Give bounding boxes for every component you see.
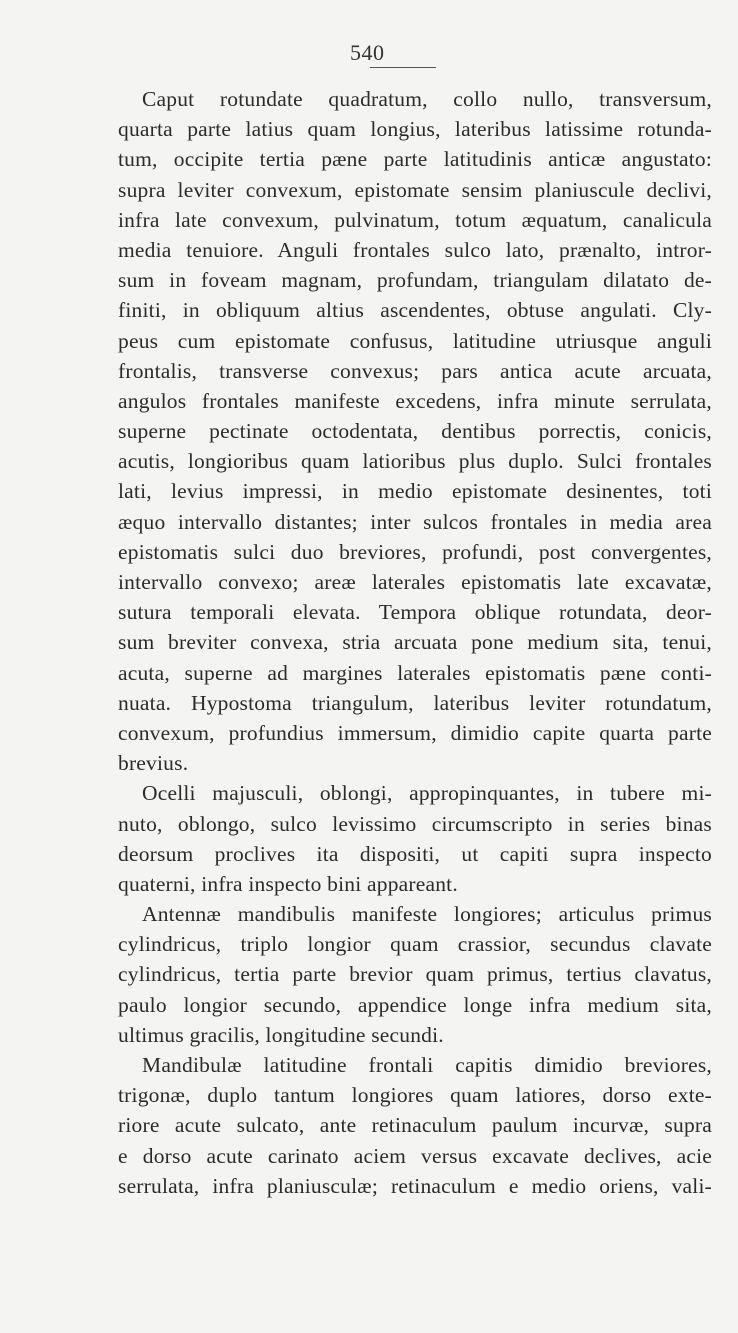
text-line: media tenuiore. Anguli frontales sulco lato, prænalto, intror- <box>118 237 712 262</box>
text-line: serrulata, infra planiusculæ; retinaculum e medio oriens, vali- <box>118 1173 712 1198</box>
text-line: tum, occipite tertia pæne parte latitudinis anticæ angustato: <box>118 147 712 172</box>
text-line: æquo intervallo distantes; inter sulcos frontales in media area <box>118 509 712 534</box>
text-line: acutis, longioribus quam latioribus plus duplo. Sulci frontales <box>118 449 712 474</box>
text-line: epistomatis sulci duo breviores, profundi, post convergentes, <box>118 539 712 564</box>
text-line: frontalis, transverse convexus; pars antica acute arcuata, <box>118 358 712 383</box>
text-line: nuto, oblongo, sulco levissimo circumscripto in series binas <box>118 811 712 836</box>
text-line: convexum, profundius immersum, dimidio capite quarta parte <box>118 720 712 745</box>
paragraph-ocelli <box>118 778 712 899</box>
text-line: Caput rotundate quadratum, collo nullo, transversum, <box>142 87 712 111</box>
text-line: infra late convexum, pulvinatum, totum æquatum, canalicula <box>118 207 712 232</box>
text-line: riore acute sulcato, ante retinaculum paulum incurvæ, supra <box>118 1113 712 1138</box>
text-line: sutura temporali elevata. Tempora oblique rotundata, deor- <box>118 600 712 625</box>
paragraph-antennae <box>118 899 712 1050</box>
text-line: peus cum epistomate confusus, latitudine utriusque anguli <box>118 328 712 353</box>
text-line: paulo longior secundo, appendice longe infra medium sita, <box>118 992 712 1017</box>
text-line: lati, levius impressi, in medio epistomate desinentes, toti <box>118 479 712 504</box>
text-line: brevius. <box>118 751 189 776</box>
text-line: sum breviter convexa, stria arcuata pone medium sita, tenui, <box>118 630 712 655</box>
paragraph-mandibulae <box>118 1050 712 1201</box>
text-line: supra leviter convexum, epistomate sensim planiuscule declivi, <box>118 177 712 202</box>
text-line: nuata. Hypostoma triangulum, lateribus leviter rotundatum, <box>118 690 712 715</box>
text-line: quarta parte latius quam longius, lateribus latissime rotunda- <box>118 117 712 142</box>
text-line: ultimus gracilis, longitudine secundi. <box>118 1022 444 1047</box>
page-number: 540 <box>350 40 385 65</box>
text-line: cylindricus, triplo longior quam crassior, secundus clavate <box>118 932 712 957</box>
text-line: finiti, in obliquum altius ascendentes, obtuse angulati. Cly- <box>118 298 712 323</box>
text-line: Mandibulæ latitudine frontali capitis dimidio breviores, <box>142 1053 712 1077</box>
text-line: cylindricus, tertia parte brevior quam primus, tertius clavatus, <box>118 962 712 987</box>
text-line: acuta, superne ad margines laterales epistomatis pæne conti- <box>118 660 712 685</box>
text-line: deorsum proclives ita dispositi, ut capiti supra inspecto <box>118 841 712 866</box>
text-line: sum in foveam magnam, profundam, triangulam dilatato de- <box>118 268 712 293</box>
text-line: Ocelli majusculi, oblongi, appropinquantes, in tubere mi- <box>142 781 712 806</box>
text-line: trigonæ, duplo tantum longiores quam latiores, dorso exte- <box>118 1083 712 1108</box>
text-line: intervallo convexo; areæ laterales epistomatis late excavatæ, <box>118 570 712 594</box>
body-text <box>118 84 712 1201</box>
text-line: e dorso acute carinato aciem versus excavate declives, acie <box>118 1143 712 1168</box>
text-line: Antennæ mandibulis manifeste longiores; articulus primus <box>142 902 712 927</box>
text-line: quaterni, infra inspecto bini appareant. <box>118 871 458 896</box>
text-line: superne pectinate octodentata, dentibus porrectis, conicis, <box>118 419 712 444</box>
paragraph-head <box>118 84 712 778</box>
page-number-rule <box>370 67 436 68</box>
text-line: angulos frontales manifeste excedens, infra minute serrulata, <box>118 388 712 413</box>
